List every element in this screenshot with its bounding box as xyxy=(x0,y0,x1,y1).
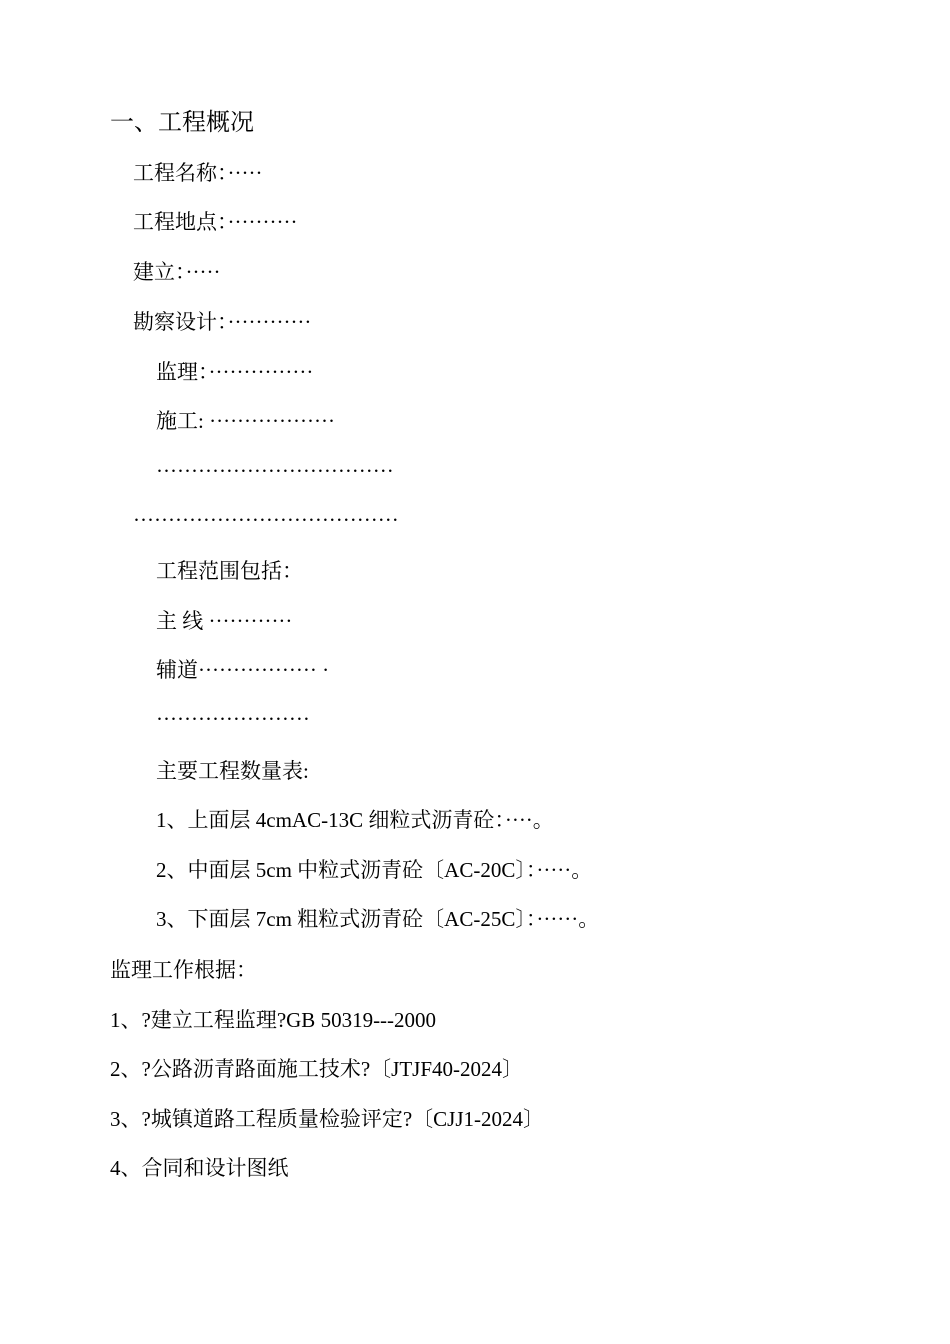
quantities-title: 主要工程数量表: xyxy=(156,759,309,783)
quantity-item: 1、上面层 4cmAC-13C 细粒式沥青砼：····。 xyxy=(156,808,554,832)
basis-item: 3、?城镇道路工程质量检验评定?〔CJJ1-2024〕 xyxy=(110,1107,544,1131)
auxiliary-road-line: 辅道················· · xyxy=(156,658,330,682)
construction-unit-line: 建立：····· xyxy=(133,260,221,284)
contractor-line: 施工: ·················· xyxy=(156,409,335,433)
basis-item: 2、?公路沥青路面施工技术?〔JTJF40-2024〕 xyxy=(110,1057,523,1081)
basis-title: 监理工作根据： xyxy=(110,958,257,982)
scope-title: 工程范围包括： xyxy=(156,559,303,583)
main-line: 主 线 ············ xyxy=(156,609,293,633)
project-name-line: 工程名称：····· xyxy=(133,161,263,185)
project-location-line: 工程地点：·········· xyxy=(133,210,298,234)
quantity-item: 2、中面层 5cm 中粒式沥青砼〔AC-20C〕：·····。 xyxy=(156,858,593,882)
dots-line-2: ······································ xyxy=(133,508,399,532)
basis-item: 4、合同和设计图纸 xyxy=(110,1156,289,1180)
basis-item: 1、?建立工程监理?GB 50319---2000 xyxy=(110,1008,437,1032)
survey-design-line: 勘察设计：············ xyxy=(133,310,312,334)
supervision-line: 监理：··············· xyxy=(156,360,314,384)
section-heading: 一、工程概况 xyxy=(110,110,254,136)
dots-line-3: ······················ xyxy=(156,707,310,731)
quantity-item: 3、下面层 7cm 粗粒式沥青砼〔AC-25C〕：······。 xyxy=(156,907,600,931)
dots-line-1: ·································· xyxy=(156,459,394,483)
